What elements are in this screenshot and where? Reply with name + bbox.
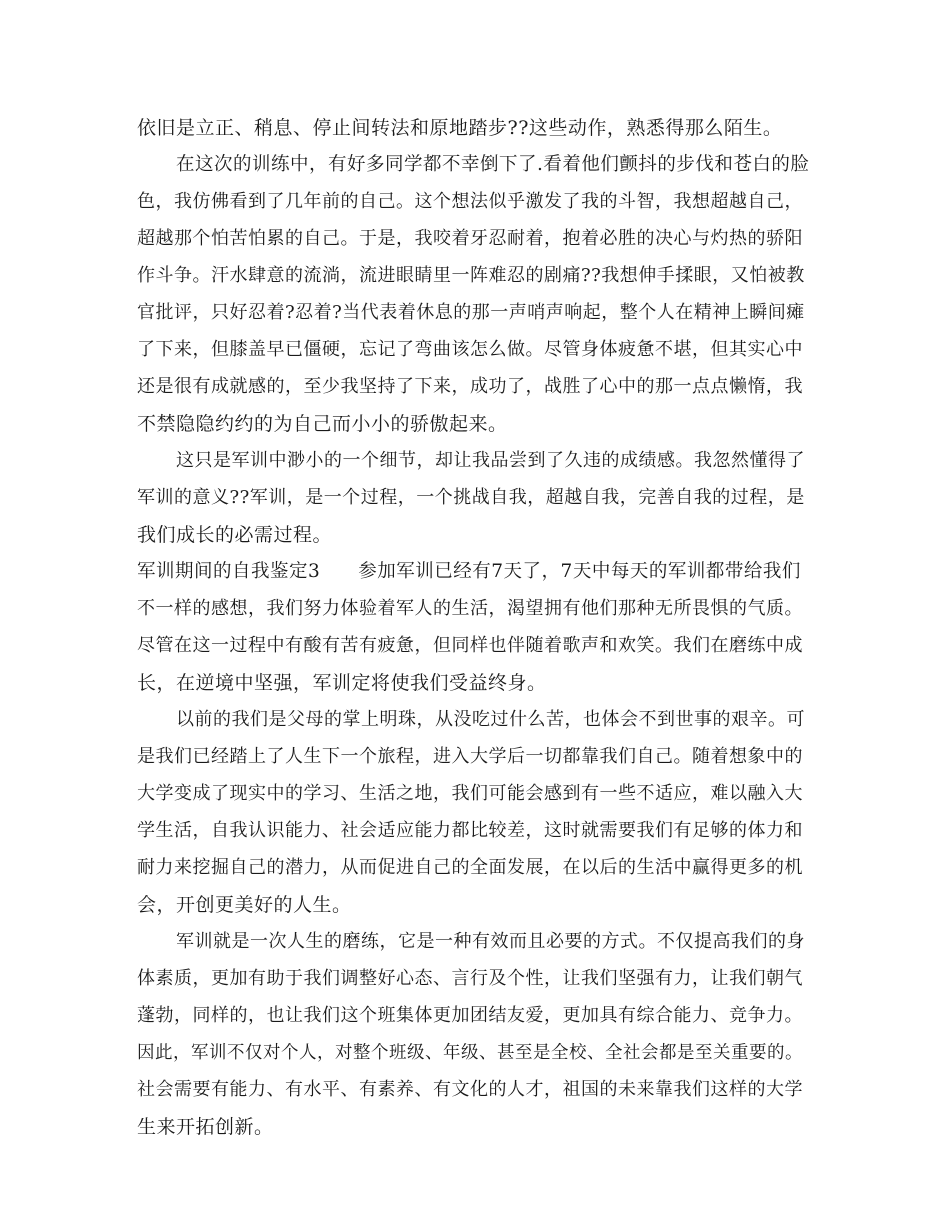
- text-line: 学生活，自我认识能力、社会适应能力都比较差，这时就需要我们有足够的体力和: [137, 820, 803, 841]
- text-line: 长，在逆境中坚强，军训定将使我们受益终身。: [137, 672, 547, 694]
- text-line: 会，开创更美好的人生。: [137, 894, 352, 916]
- text-line: 还是很有成就感的，至少我坚持了下来，成功了，战胜了心中的那一点点懒惰，我: [137, 376, 803, 397]
- text-line: 尽管在这一过程中有酸有苦有疲惫，但同样也伴随着歌声和欢笑。我们在磨练中成: [137, 635, 803, 656]
- text-line: 蓬勃，同样的，也让我们这个班集体更加团结友爱，更加具有综合能力、竞争力。: [137, 1005, 803, 1026]
- text-line: 官批评，只好忍着?忍着?当代表着休息的那一声哨声响起，整个人在精神上瞬间瘫: [137, 302, 805, 323]
- text-line: 依旧是立正、稍息、停止间转法和原地踏步??这些动作，熟悉得那么陌生。: [137, 117, 783, 139]
- text-line: 是我们已经踏上了人生下一个旅程，进入大学后一切都靠我们自己。随着想象中的: [137, 746, 803, 767]
- text-line: 军训的意义??军训，是一个过程，一个挑战自我，超越自我，完善自我的过程，是: [137, 487, 805, 508]
- text-line: 我们成长的必需过程。: [137, 524, 333, 546]
- text-line: 因此，军训不仅对个人，对整个班级、年级、甚至是全校、全社会都是至关重要的。: [137, 1043, 803, 1063]
- paragraph-first-line: 在这次的训练中，有好多同学都不幸倒下了.看着他们颤抖的步伐和苍白的脸: [176, 154, 810, 175]
- paragraph-first-line: 这只是军训中渺小的一个细节，却让我品尝到了久违的成绩感。我忽然懂得了: [176, 450, 805, 471]
- section-heading-line: 军训期间的自我鉴定3 参加军训已经有7天了，7天中每天的军训都带给我们: [137, 561, 801, 582]
- text-line: 大学变成了现实中的学习、生活之地，我们可能会感到有一些不适应，难以融入大: [137, 783, 803, 804]
- text-line: 体素质，更加有助于我们调整好心态、言行及个性，让我们坚强有力，让我们朝气: [137, 968, 803, 989]
- text-line: 了下来，但膝盖早已僵硬，忘记了弯曲该怎么做。尽管身体疲惫不堪，但其实心中: [137, 339, 803, 360]
- text-line: 社会需要有能力、有水平、有素养、有文化的人才，祖国的未来靠我们这样的大学: [137, 1079, 803, 1100]
- paragraph-first-line: 以前的我们是父母的掌上明珠，从没吃过什么苦，也体会不到世事的艰辛。可: [176, 709, 805, 730]
- paragraph-first-line: 军训就是一次人生的磨练，它是一种有效而且必要的方式。不仅提高我们的身: [176, 931, 805, 952]
- text-line: 超越那个怕苦怕累的自己。于是，我咬着牙忍耐着，抱着必胜的决心与灼热的骄阳: [137, 228, 803, 249]
- text-line: 耐力来挖掘自己的潜力，从而促进自己的全面发展，在以后的生活中赢得更多的机: [137, 857, 803, 878]
- text-line: 色，我仿佛看到了几年前的自己。这个想法似乎激发了我的斗智，我想超越自己，: [137, 191, 803, 212]
- text-line: 不一样的感想，我们努力体验着军人的生活，渴望拥有他们那种无所畏惧的气质。: [137, 598, 803, 619]
- text-line: 作斗争。汗水肆意的流淌，流进眼睛里一阵难忍的剧痛??我想伸手揉眼，又怕被教: [137, 265, 805, 286]
- text-line: 生来开拓创新。: [137, 1116, 274, 1138]
- text-line: 不禁隐隐约约的为自己而小小的骄傲起来。: [137, 413, 508, 435]
